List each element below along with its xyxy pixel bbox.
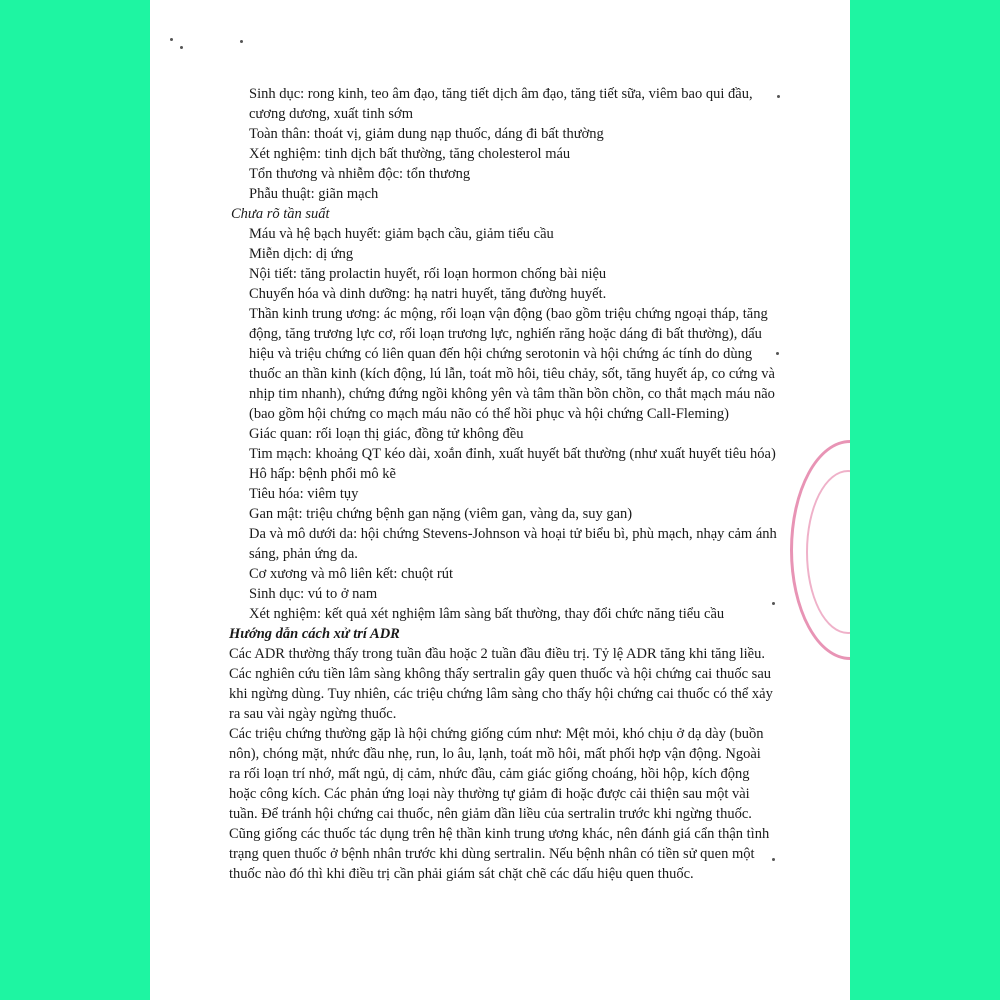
scan-speck	[772, 602, 775, 605]
scan-speck	[772, 858, 775, 861]
paragraph-line: khi ngừng dùng. Tuy nhiên, các triệu chứng lâm sàng cho thấy hội chứng cai thuốc có thể xảy	[229, 686, 773, 702]
text-line: động, tăng trương lực cơ, rối loạn trương lực, nghiến răng hoặc dáng đi bất thường), dấu	[249, 326, 762, 342]
paragraph-line: Các ADR thường thấy trong tuần đầu hoặc 2 tuần đầu điều trị. Tỷ lệ ADR tăng khi tăng liều.	[229, 646, 765, 662]
text-line: Tiêu hóa: viêm tụy	[249, 486, 359, 502]
scan-speck	[180, 46, 183, 49]
text-line: Toàn thân: thoát vị, giảm dung nạp thuốc, dáng đi bất thường	[249, 126, 604, 142]
text-line: Gan mật: triệu chứng bệnh gan nặng (viêm gan, vàng da, suy gan)	[249, 506, 633, 522]
section-heading: Chưa rõ tần suất	[231, 206, 330, 222]
scan-speck	[776, 352, 779, 355]
paragraph-line: nôn), chóng mặt, nhức đầu nhẹ, run, lo âu, lạnh, toát mồ hôi, mất phối hợp vận động. Ngoài	[229, 746, 761, 762]
text-line: Tổn thương và nhiễm độc: tổn thương	[249, 166, 471, 182]
paragraph-line: Cũng giống các thuốc tác dụng trên hệ thần kinh trung ương khác, nên đánh giá cẩn thận tình	[229, 826, 770, 842]
paragraph-line: tuần. Để tránh hội chứng cai thuốc, nên giảm dần liều của sertralin trước khi ngừng thuốc.	[229, 806, 752, 822]
document-page	[150, 0, 850, 1000]
text-line: Máu và hệ bạch huyết: giảm bạch cầu, giảm tiểu cầu	[249, 226, 554, 242]
text-line: Sinh dục: vú to ở nam	[249, 586, 378, 602]
text-line: Giác quan: rối loạn thị giác, đồng tử không đều	[249, 426, 524, 442]
text-line: sáng, phản ứng da.	[249, 546, 358, 562]
text-line: Phẫu thuật: giãn mạch	[249, 186, 379, 202]
scan-speck	[240, 40, 243, 43]
text-line: thuốc an thần kinh (kích động, lú lẫn, toát mồ hôi, tiêu chảy, sốt, tăng huyết áp, co cứng và	[249, 366, 775, 382]
scan-speck	[777, 95, 780, 98]
section-heading: Hướng dẫn cách xử trí ADR	[229, 626, 400, 642]
text-line: Nội tiết: tăng prolactin huyết, rối loạn hormon chống bài niệu	[249, 266, 607, 282]
paragraph-line: thuốc nào đó thì khi điều trị cần phải giám sát chặt chẽ các dấu hiệu quen thuốc.	[229, 866, 694, 882]
text-line: Chuyển hóa và dinh dưỡng: hạ natri huyết, tăng đường huyết.	[249, 286, 607, 302]
text-line: Cơ xương và mô liên kết: chuột rút	[249, 566, 454, 582]
paragraph-line: Các triệu chứng thường gặp là hội chứng giống cúm như: Mệt mỏi, khó chịu ở dạ dày (buồn	[229, 726, 764, 742]
text-line: Miễn dịch: dị ứng	[249, 246, 354, 262]
text-line: cương dương, xuất tinh sớm	[249, 106, 413, 122]
text-line: Da và mô dưới da: hội chứng Stevens-Johnson và hoại tử biểu bì, phù mạch, nhạy cảm ánh	[249, 526, 777, 542]
paragraph-line: hoặc công kích. Các phản ứng loại này thường tự giảm đi hoặc được cải thiện sau một vài	[229, 786, 750, 802]
text-line: Thần kinh trung ương: ác mộng, rối loạn vận động (bao gồm triệu chứng ngoại tháp, tăng	[249, 306, 768, 322]
text-line: Xét nghiệm: tinh dịch bất thường, tăng cholesterol máu	[249, 146, 571, 162]
paragraph-line: trạng quen thuốc ở bệnh nhân trước khi dùng sertralin. Nếu bệnh nhân có tiền sử quen một	[229, 846, 755, 862]
text-line: hiệu và triệu chứng có liên quan đến hội chứng serotonin và hội chứng ác tính do dùng	[249, 346, 753, 362]
text-line: Tim mạch: khoảng QT kéo dài, xoắn đỉnh, xuất huyết bất thường (như xuất huyết tiêu hóa)	[249, 446, 776, 462]
scan-speck	[170, 38, 173, 41]
paragraph-line: ra rối loạn trí nhớ, mất ngủ, dị cảm, nhức đầu, cảm giác giống choáng, hồi hộp, kích động	[229, 766, 750, 782]
text-line: nhịp tim nhanh), chứng đứng ngồi không yên và tâm thần bồn chồn, co thắt mạch máu não	[249, 386, 775, 402]
text-line: Hô hấp: bệnh phổi mô kẽ	[249, 466, 396, 482]
text-line: (bao gồm hội chứng co mạch máu não có thể hồi phục và hội chứng Call-Fleming)	[249, 406, 730, 422]
text-line: Xét nghiệm: kết quả xét nghiệm lâm sàng bất thường, thay đổi chức năng tiểu cầu	[249, 606, 725, 622]
paragraph-line: Các nghiên cứu tiền lâm sàng không thấy sertralin gây quen thuốc và hội chứng cai thuốc sau	[229, 666, 772, 682]
paragraph-line: ra sau vài ngày ngừng thuốc.	[229, 706, 397, 722]
text-line: Sinh dục: rong kinh, teo âm đạo, tăng tiết dịch âm đạo, tăng tiết sữa, viêm bao qui đầu,	[249, 86, 753, 102]
